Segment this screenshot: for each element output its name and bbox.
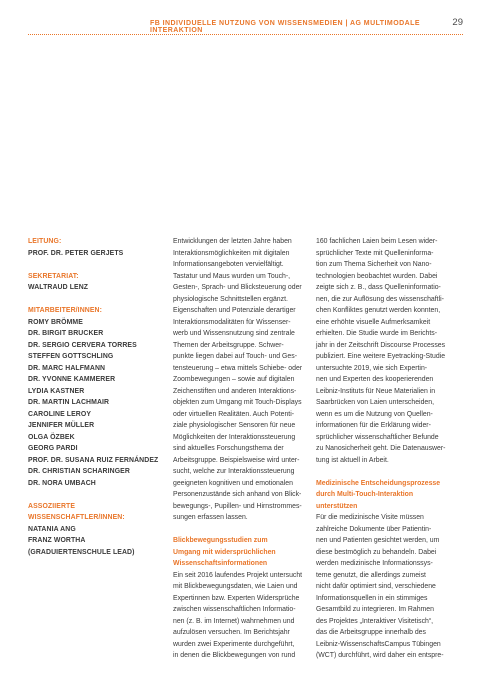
- staff-member: CAROLINE LEROY: [28, 410, 92, 418]
- page-number: 29: [452, 17, 463, 28]
- text-line: des Projektes „Interaktiver Visitetisch“,: [316, 617, 434, 625]
- subheading-line: Wissenschaftsinformationen: [173, 560, 268, 567]
- text-line: tensteuerung – etwa mittels Schiebe- oder: [173, 364, 303, 372]
- staff-column: [28, 236, 158, 558]
- text-line: diese bestmöglich zu behandeln. Dabei: [316, 548, 437, 556]
- assoziierte-label-2: WISSENSCHAFTLER/INNEN:: [28, 514, 125, 521]
- text-line: technologien beobachtet wurden. Dabei: [316, 272, 438, 280]
- sekretariat-name: WALTRAUD LENZ: [28, 284, 89, 291]
- body-column-3: [316, 236, 454, 662]
- text-line: zeigte sich z. B., dass Quelleninformatio-: [316, 284, 441, 291]
- text-line: informationen für die Erklärung wider-: [316, 422, 431, 429]
- text-line: 160 fachlichen Laien beim Lesen wider-: [316, 238, 438, 245]
- text-line: sprüchlicher Texte mit Quelleninforma-: [316, 249, 434, 257]
- text-line: Zeichenstiften und anderen Interaktions-: [173, 387, 297, 395]
- header-divider: [28, 34, 463, 35]
- subheading-line: Medizinische Entscheidungsprozesse: [316, 479, 441, 487]
- staff-member: DR. YVONNE KAMMERER: [28, 376, 116, 383]
- text-line: punkte liegen dabei auf Touch- und Ges-: [173, 353, 297, 360]
- text-line: sind aktuelles Forschungsthema der: [173, 445, 284, 452]
- text-line: Gesten-, Sprach- und Blicksteuerung oder: [173, 284, 302, 291]
- mitarbeiter-label: MITARBEITER/INNEN:: [28, 307, 103, 314]
- text-line: Arbeitsgruppe. Beispielsweise wird unter-: [173, 456, 300, 464]
- subheading-line: Umgang mit widersprüchlichen: [173, 548, 276, 556]
- associate-member: (GRADUIERTENSCHULE LEAD): [28, 548, 135, 556]
- subheading-line: unterstützen: [316, 502, 358, 510]
- header-title: FB INDIVIDUELLE NUTZUNG VON WISSENSMEDIEN | AG MULTIMODALE INTERAKTION: [150, 20, 420, 34]
- text-line: Entwicklungen der letzten Jahre haben: [173, 238, 292, 245]
- text-line: (WCT) durchführt, wird daher ein entspre-: [316, 652, 444, 659]
- staff-member: OLGA ÖZBEK: [28, 433, 75, 441]
- text-line: mit Blickbewegungsdaten, wie Laien und: [173, 583, 298, 590]
- text-line: jahr in der Zeitschrift Discourse Processes: [316, 341, 446, 349]
- staff-member: DR. NORA UMBACH: [28, 479, 96, 487]
- text-line: erhielten. Die Studie wurde im Berichts-: [316, 330, 438, 337]
- staff-member: DR. CHRISTIAN SCHARINGER: [28, 468, 130, 475]
- text-line: Gesamtbild zu integrieren. Im Rahmen: [316, 606, 434, 613]
- text-line: chen Konfliktes genutzt werden konnten,: [316, 307, 441, 314]
- text-line: sungen erfassen lassen.: [173, 514, 248, 521]
- text-line: zahlreiche Dokumente über Patientin-: [316, 525, 432, 533]
- text-line: Leibniz-Instituts für Neue Materialien in: [316, 387, 436, 395]
- text-line: nen und Patienten gesichtet werden, um: [316, 537, 440, 544]
- text-line: nen und Experten des kooperierenden: [316, 376, 434, 383]
- staff-member: DR. BIRGIT BRUCKER: [28, 330, 104, 337]
- staff-member: DR. MARC HALFMANN: [28, 364, 106, 372]
- subheading-line: Blickbewegungsstudien zum: [173, 537, 268, 544]
- staff-member: PROF. DR. SUSANA RUIZ FERNÁNDEZ: [28, 456, 159, 464]
- text-line: tion zum Thema Sicherheit von Nano-: [316, 261, 432, 268]
- sekretariat-label: SEKRETARIAT:: [28, 272, 79, 280]
- text-line: ziale physiologischer Sensoren für neue: [173, 422, 296, 429]
- text-line: Saarbrücken von Laien unterscheiden,: [316, 399, 434, 406]
- text-line: Eigenschaften und Potenziale derartiger: [173, 307, 296, 314]
- text-line: Zoombewegungen – sowie auf digitalen: [173, 376, 295, 383]
- text-line: Tastatur und Maus wurden um Touch-,: [173, 272, 291, 280]
- text-line: Möglichkeiten der Interaktionssteuerung: [173, 433, 296, 441]
- running-header: [150, 17, 463, 34]
- text-line: wenn es um die Nutzung von Quellen-: [316, 410, 433, 418]
- text-line: Expertinnen bzw. Experten Widersprüche: [173, 594, 300, 602]
- associate-member: FRANZ WORTHA: [28, 537, 86, 544]
- text-line: werden medizinische Informationssys-: [316, 560, 433, 567]
- text-line: eine erhöhte visuelle Aufmerksamkeit: [316, 318, 431, 326]
- text-line: untersuchte 2019, wie sich Expertin-: [316, 364, 428, 372]
- text-line: physiologische Schnittstellen ergänzt.: [173, 295, 288, 303]
- text-line: Interaktionsmodalitäten für Wissenser-: [173, 318, 291, 326]
- text-line: zu Nanosicherheit geht. Die Datenauswer-: [316, 445, 446, 452]
- text-line: Themen der Arbeitsgruppe. Schwer-: [173, 341, 284, 349]
- subheading-blickbewegung: [173, 535, 303, 570]
- photo-area: [28, 40, 463, 228]
- staff-member: JENNIFER MÜLLER: [28, 422, 95, 429]
- text-line: werb und Wissensnutzung sind zentrale: [173, 330, 295, 337]
- text-line: sprüchlicher wissenschaftlicher Befunde: [316, 433, 439, 441]
- text-line: oder virtuellen Realitäten. Auch Potenti-: [173, 410, 295, 418]
- staff-member: LYDIA KASTNER: [28, 387, 85, 395]
- text-line: nen (z. B. im Internet) wahrnehmen und: [173, 617, 295, 625]
- staff-member: DR. MARTIN LACHMAIR: [28, 399, 110, 406]
- text-line: nen, die zur Auflösung des wissenschaftli-: [316, 295, 444, 303]
- assoziierte-label-1: ASSOZIIERTE: [28, 502, 76, 510]
- text-line: Personenzustände sich anhand von Blick-: [173, 491, 302, 498]
- leitung-name: PROF. DR. PETER GERJETS: [28, 249, 124, 257]
- associate-member: NATANIA ANG: [28, 525, 76, 533]
- text-line: zwischen wissenschaftlichen Informatio-: [173, 606, 296, 613]
- text-line: aufzulösen versuchen. Im Berichtsjahr: [173, 629, 290, 636]
- staff-member: DR. SERGIO CERVERA TORRES: [28, 341, 137, 349]
- staff-member: GEORG PARDI: [28, 445, 78, 452]
- body-column-2: [173, 236, 303, 662]
- subheading-line: durch Multi-Touch-Interaktion: [316, 491, 414, 498]
- leitung-label: LEITUNG:: [28, 238, 62, 245]
- text-line: Für die medizinische Visite müssen: [316, 514, 424, 521]
- text-line: Informationsangeboten vervielfältigt.: [173, 261, 284, 268]
- text-line: Ein seit 2016 laufendes Projekt untersucht: [173, 571, 303, 579]
- text-line: objekten zum Umgang mit Touch-Displays: [173, 399, 302, 406]
- text-line: Informationsquellen in ein stimmiges: [316, 594, 428, 602]
- text-line: publiziert. Eine weitere Eyetracking-Studie: [316, 353, 446, 360]
- text-line: wurden zwei Experimente durchgeführt,: [173, 640, 295, 648]
- text-line: tung ist aktuell in Arbeit.: [316, 456, 389, 464]
- text-line: geeigneten kognitiven und emotionalen: [173, 479, 293, 487]
- text-line: Interaktionsmöglichkeiten mit digitalen: [173, 249, 290, 257]
- text-line: Leibniz-WissenschaftsCampus Tübingen: [316, 640, 441, 648]
- staff-member: STEFFEN GOTTSCHLING: [28, 353, 114, 360]
- text-line: nicht dafür optimiert sind, verschiedene: [316, 583, 436, 590]
- text-line: in denen die Blickbewegungen von rund: [173, 652, 296, 659]
- staff-member: ROMY BRÖMME: [28, 318, 83, 326]
- text-line: das die Arbeitsgruppe innerhalb des: [316, 629, 426, 636]
- text-line: bewegungs-, Pupillen- und Hirnstrommes-: [173, 502, 302, 510]
- text-line: sucht, welche zur Interaktionssteuerung: [173, 468, 295, 475]
- subheading-medizinische: [316, 478, 454, 513]
- text-line: teme genutzt, die allerdings zumeist: [316, 571, 426, 579]
